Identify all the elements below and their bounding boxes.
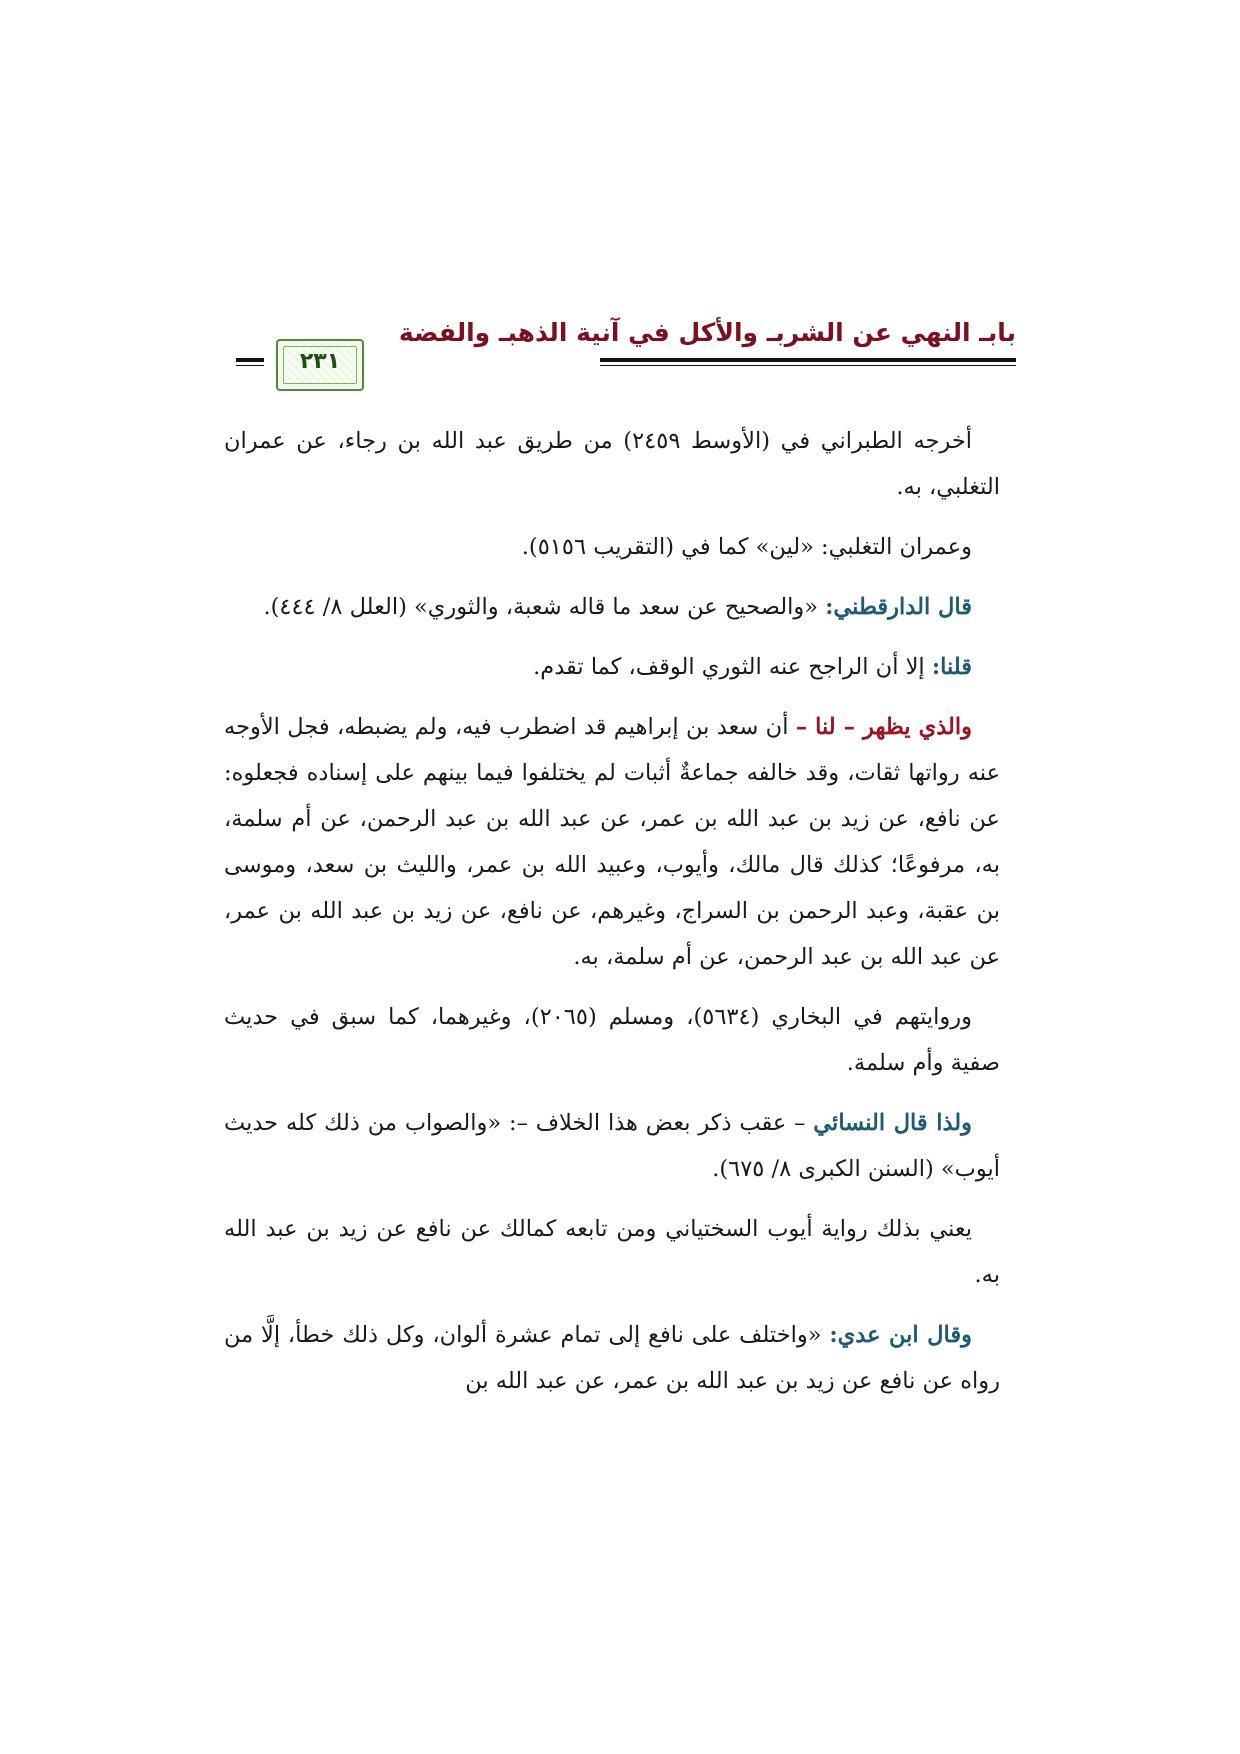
paragraph-text: أن سعد بن إبراهيم قد اضطرب فيه، ولم يضبطه، فجل الأوجه عنه رواتها ثقات، وقد خالفه جماعةٌ أثبات لم يختلفوا فيما بينهم على إسناده فجعلوه: عن نافع، عن زيد بن عبد الله بن عمر، عن عبد الله بن عبد الرحمن، عن أم سلمة، به، مرفوعًا؛ كذلك قال مالك، وأيوب، وعبيد الله بن عمر، والليث بن سعد، وموسى بن عقبة، وعبد الرحمن بن السراج، وغيرهم، عن نافع، عن زيد بن عبد الله بن عمر، عن عبد الله بن عبد الرحمن، عن أم سلمة، به.: [224, 714, 1000, 970]
speaker-label: والذي يظهر – لنا –: [795, 714, 973, 740]
header-rule-right: [600, 358, 1016, 368]
paragraph-text: إلا أن الراجح عنه الثوري الوقف، كما تقدم.: [533, 654, 932, 680]
paragraph-5: [224, 704, 1000, 980]
page-header: [236, 310, 1016, 394]
paragraph-7: [224, 1100, 1000, 1192]
page-number: ٢٣١: [299, 349, 341, 374]
paragraph-text: وروايتهم في البخاري (٥٦٣٤)، ومسلم (٢٠٦٥)، وغيرهما، كما سبق في حديث صفية وأم سلمة.: [224, 1004, 1000, 1076]
speaker-label: قال الدارقطني:: [825, 594, 972, 620]
paragraph-text: يعني بذلك رواية أيوب السختياني ومن تابعه كمالك عن نافع عن زيد بن عبد الله به.: [224, 1216, 1000, 1288]
paragraph-9: [224, 1312, 1000, 1404]
paragraph-text: «واختلف على نافع إلى تمام عشرة ألوان، وكل ذلك خطأ، إلَّا من رواه عن نافع عن زيد بن عبد الله بن عمر، عن عبد الله بن: [224, 1322, 1000, 1394]
header-rule-left: [236, 358, 264, 368]
speaker-label: ولذا قال النسائي: [813, 1110, 972, 1136]
chapter-title: بابـ النهي عن الشربـ والأكل في آنية الذهبـ والفضة: [398, 318, 1016, 347]
paragraph-4: [224, 644, 1000, 690]
page-body: [224, 418, 1000, 1418]
paragraph-text: أخرجه الطبراني في (الأوسط ٢٤٥٩) من طريق عبد الله بن رجاء، عن عمران التغلبي، به.: [224, 428, 1000, 500]
paragraph-text: وعمران التغلبي: «لين» كما في (التقريب ٥١٥٦).: [521, 534, 972, 560]
paragraph-1: [224, 418, 1000, 510]
paragraph-8: [224, 1206, 1000, 1298]
paragraph-text: – عقب ذكر بعض هذا الخلاف –: «والصواب من ذلك كله حديث أيوب» (السنن الكبرى ٨/ ٦٧٥).: [224, 1110, 1000, 1182]
paragraph-text: «والصحيح عن سعد ما قاله شعبة، والثوري» (العلل ٨/ ٤٤٤).: [263, 594, 826, 620]
paragraph-3: [224, 584, 1000, 630]
speaker-label: قلنا:: [931, 654, 972, 680]
page-number-badge: [276, 339, 364, 391]
paragraph-2: [224, 524, 1000, 570]
paragraph-6: [224, 994, 1000, 1086]
speaker-label: وقال ابن عدي:: [829, 1322, 972, 1348]
